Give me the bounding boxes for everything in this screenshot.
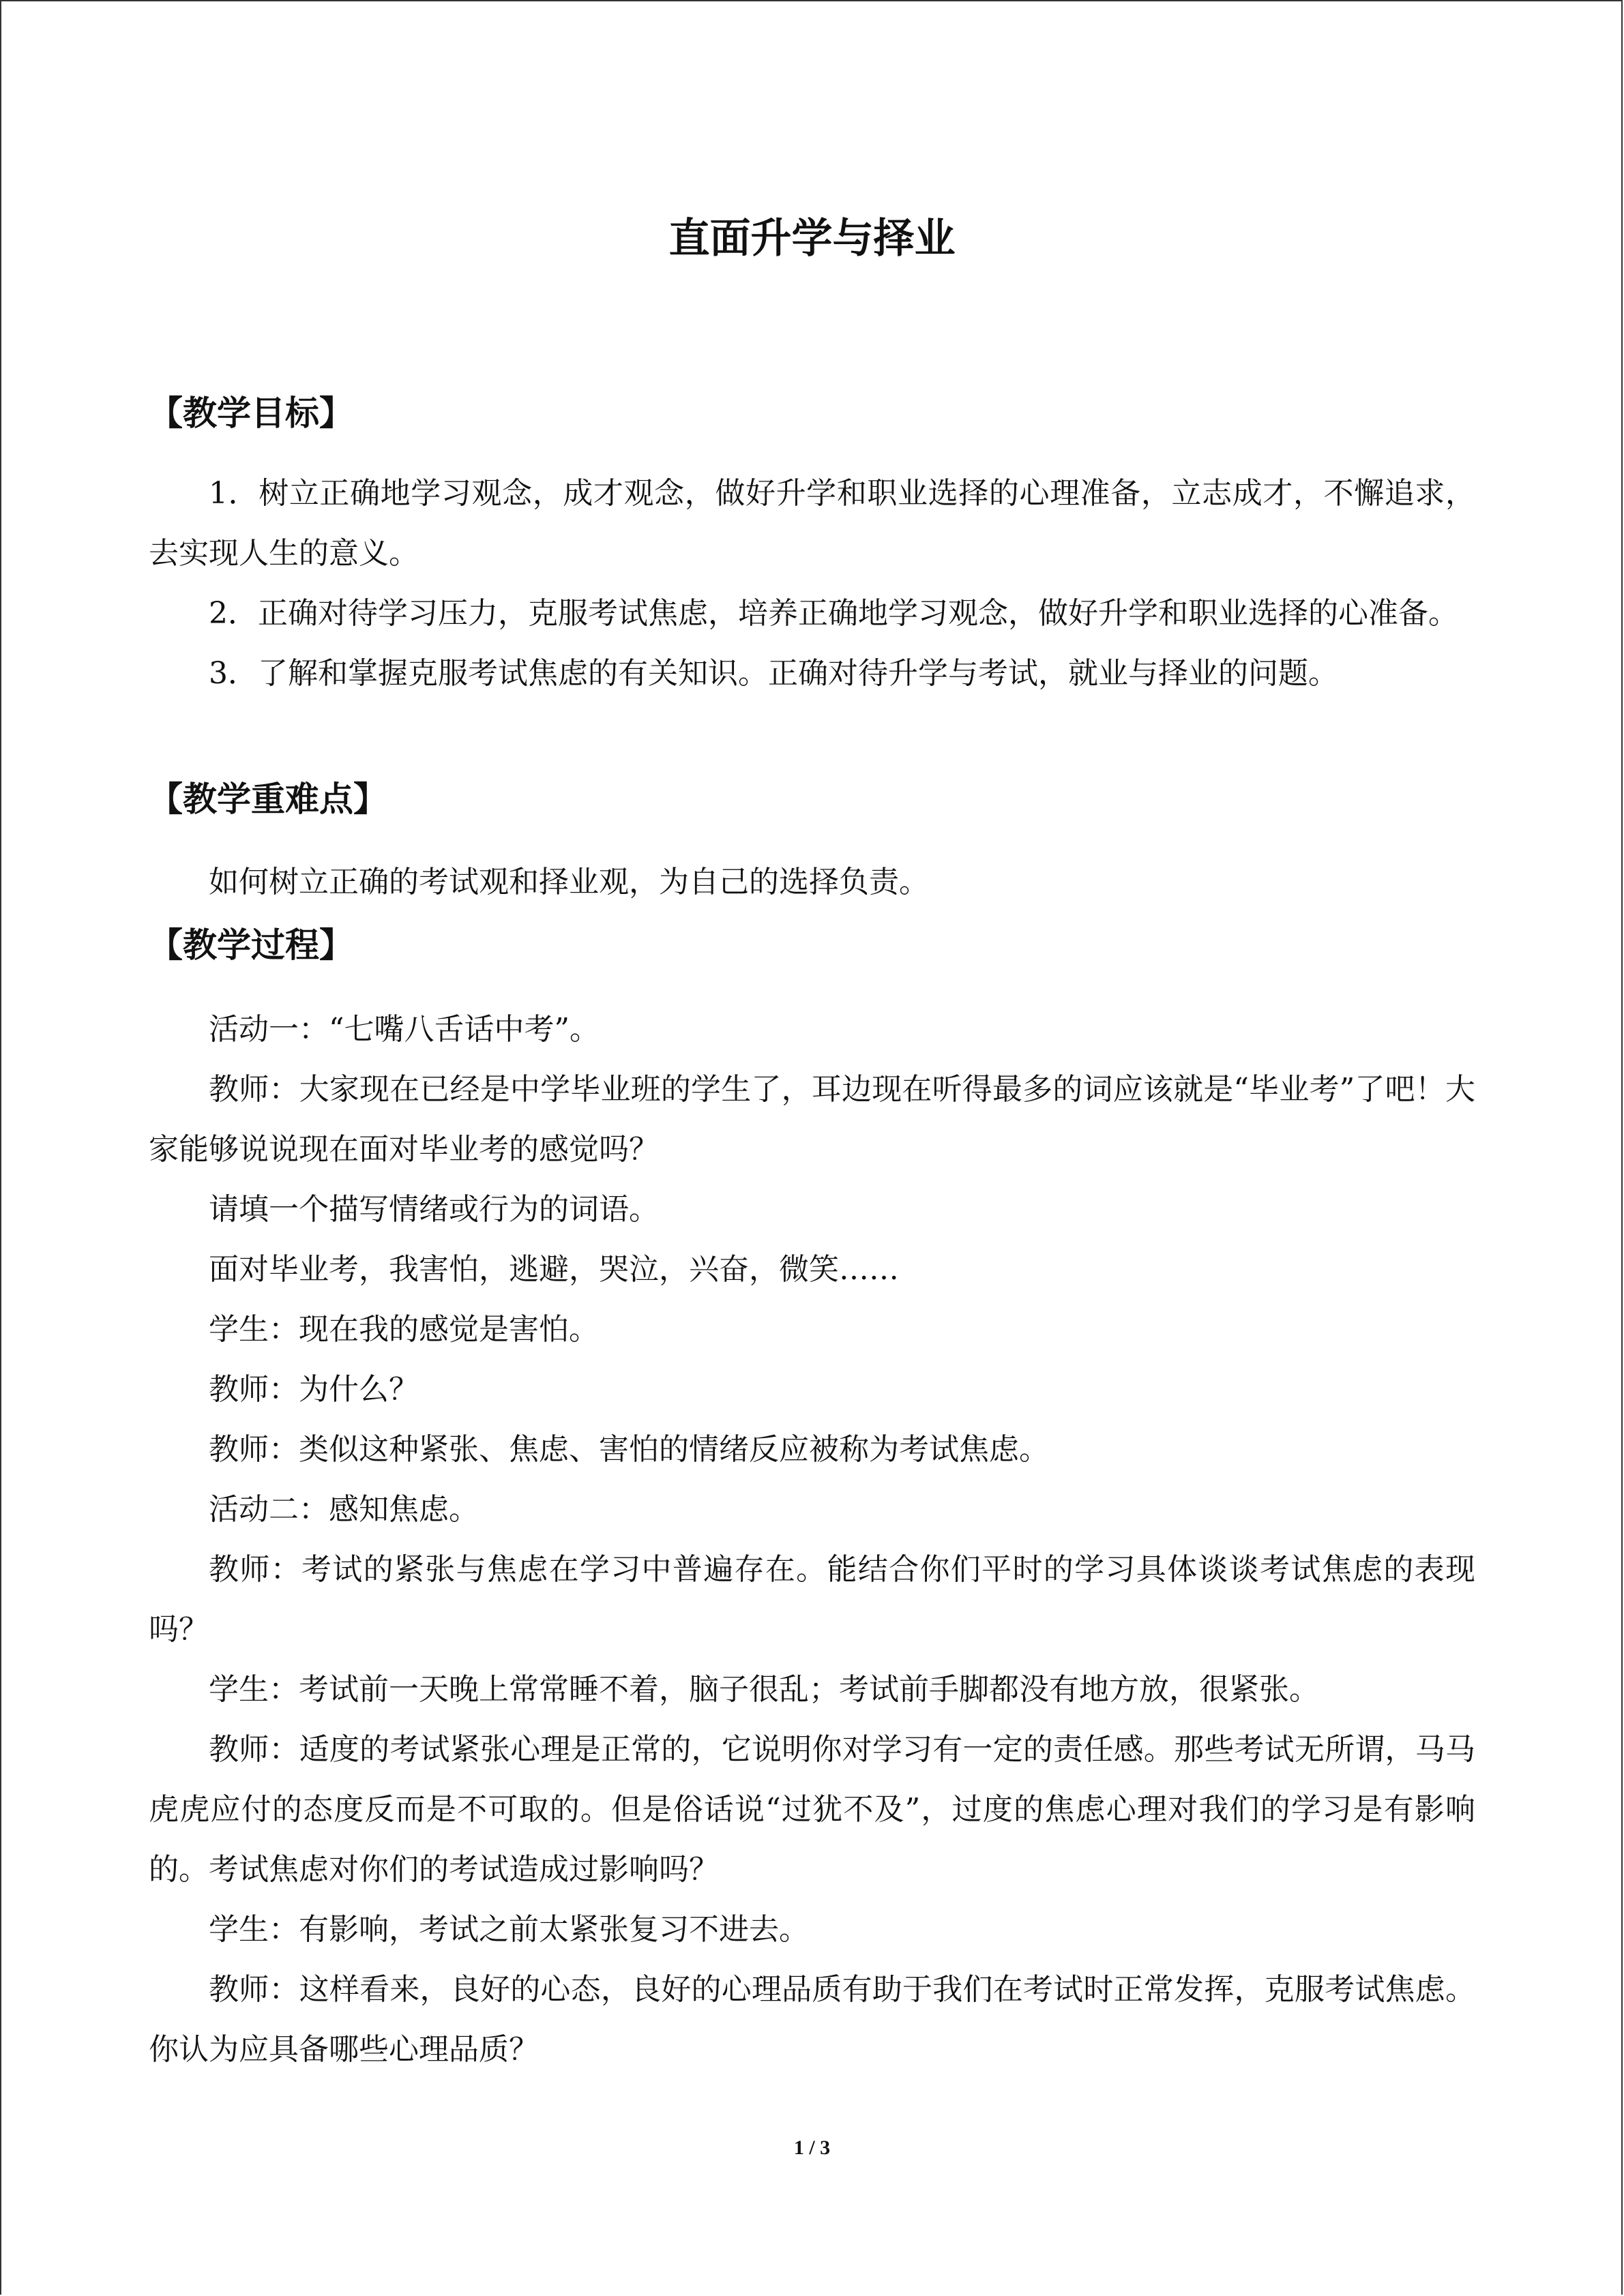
- section-key-points: [149, 772, 1475, 826]
- process-paragraph: 请填一个描写情绪或行为的词语。: [209, 1192, 659, 1227]
- goal-paragraph: 2．正确对待学习压力，克服考试焦虑，培养正确地学习观念，做好升学和职业选择的心准备。: [209, 596, 1458, 631]
- process-paragraph: 学生：有影响，考试之前太紧张复习不进去。: [209, 1912, 809, 1947]
- section-key-points-body: [149, 852, 1475, 912]
- process-paragraph: 教师：大家现在已经是中学毕业班的学生了，耳边现在听得最多的词应该就是“毕业考”了吧！大家能够说说现在面对毕业考的感觉吗？: [149, 1072, 1475, 1167]
- process-paragraph: 学生：考试前一天晚上常常睡不着，脑子很乱；考试前手脚都没有地方放，很紧张。: [209, 1672, 1319, 1707]
- document-title: 直面升学与择业: [668, 215, 956, 263]
- section-heading: 【教学目标】: [149, 393, 353, 433]
- section-heading: 【教学重难点】: [149, 779, 387, 819]
- page-number: 1 / 3: [793, 2136, 831, 2159]
- section-teaching-process-body: [149, 1000, 1475, 2080]
- key-point-paragraph: 如何树立正确的考试观和择业观，为自己的选择负责。: [209, 865, 929, 899]
- section-heading: 【教学过程】: [149, 925, 353, 965]
- goal-paragraph: 3．了解和掌握克服考试焦虑的有关知识。正确对待升学与考试，就业与择业的问题。: [209, 656, 1338, 691]
- process-paragraph: 活动二：感知焦虑。: [209, 1492, 479, 1527]
- section-teaching-goals: [149, 386, 1475, 441]
- process-paragraph: 面对毕业考，我害怕，逃避，哭泣，兴奋，微笑……: [209, 1252, 899, 1287]
- process-paragraph: 教师：考试的紧张与焦虑在学习中普遍存在。能结合你们平时的学习具体谈谈考试焦虑的表现吗？: [149, 1552, 1475, 1647]
- process-paragraph: 教师：为什么？: [209, 1372, 419, 1407]
- process-paragraph: 学生：现在我的感觉是害怕。: [209, 1312, 599, 1347]
- process-paragraph: 教师：适度的考试紧张心理是正常的，它说明你对学习有一定的责任感。那些考试无所谓，马马虎虎应付的态度反而是不可取的。但是俗话说“过犹不及”，过度的焦虑心理对我们的学习是有影响的。考试焦虑对你们的考试造成过影响吗？: [149, 1732, 1476, 1887]
- process-paragraph: 教师：类似这种紧张、焦虑、害怕的情绪反应被称为考试焦虑。: [209, 1432, 1049, 1467]
- process-paragraph: 教师：这样看来，良好的心态，良好的心理品质有助于我们在考试时正常发挥，克服考试焦虑。你认为应具备哪些心理品质？: [149, 1972, 1475, 2067]
- process-paragraph: 活动一：“七嘴八舌话中考”。: [209, 1012, 600, 1047]
- section-teaching-process: [149, 918, 1475, 972]
- goal-paragraph: 1．树立正确地学习观念，成才观念，做好升学和职业选择的心理准备，立志成才，不懈追求，去实现人生的意义。: [149, 476, 1475, 571]
- section-teaching-goals-body: [149, 464, 1475, 704]
